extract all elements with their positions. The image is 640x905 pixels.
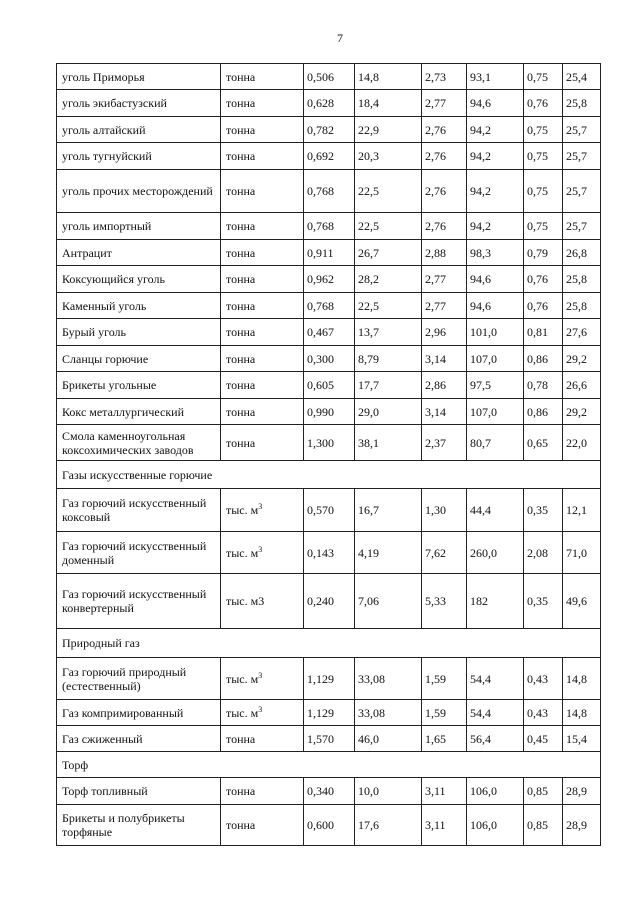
table-row (57, 726, 601, 752)
value-cell-v2: 28,2 (355, 266, 422, 293)
table-row (57, 399, 601, 425)
value-cell-v2: 16,7 (355, 489, 422, 532)
value-cell-v6: 25,7 (563, 143, 601, 170)
section-row (57, 461, 601, 489)
value-cell-v3: 1,30 (422, 489, 467, 532)
value-cell-v5: 0,43 (524, 700, 563, 726)
value-cell-v3: 2,77 (422, 90, 467, 117)
fuel-name-cell: Сланцы горючие (57, 346, 221, 372)
fuel-name-cell: Газ компримированный (57, 700, 221, 726)
value-cell-v5: 0,75 (524, 64, 563, 90)
value-cell-v4: 101,0 (467, 319, 524, 346)
value-cell-v4: 56,4 (467, 726, 524, 752)
table-row (57, 64, 601, 90)
fuel-name-cell: Кокс металлургический (57, 399, 221, 425)
value-cell-v4: 94,6 (467, 90, 524, 117)
unit-text: тонна (226, 149, 256, 163)
unit-text: тонна (226, 245, 256, 260)
unit-text: тонна (226, 378, 256, 392)
value-cell-v1: 0,768 (304, 213, 355, 240)
fuel-name-cell: Газ горючий искусственный доменный (57, 532, 221, 574)
unit-cell (221, 532, 304, 574)
value-cell-v3: 2,76 (422, 117, 467, 143)
value-cell-v1: 0,143 (304, 532, 355, 574)
value-cell-v4: 94,6 (467, 266, 524, 293)
value-cell-v5: 0,35 (524, 574, 563, 629)
unit-text: тонна (226, 818, 256, 832)
value-cell-v2: 46,0 (355, 726, 422, 752)
table-row (57, 117, 601, 143)
fuel-name-cell: уголь тугнуйский (57, 143, 221, 170)
value-cell-v2: 33,08 (355, 658, 422, 700)
fuel-name-cell: Брикеты угольные (57, 372, 221, 399)
unit-cell (221, 90, 304, 117)
table-row (57, 266, 601, 293)
unit-text: тыс. м (226, 503, 259, 517)
value-cell-v5: 0,65 (524, 425, 563, 461)
value-cell-v4: 54,4 (467, 700, 524, 726)
value-cell-v3: 2,76 (422, 143, 467, 170)
unit-superscript: 3 (258, 502, 263, 511)
value-cell-v5: 0,76 (524, 266, 563, 293)
value-cell-v6: 26,8 (563, 240, 601, 266)
unit-cell (221, 372, 304, 399)
value-cell-v5: 0,75 (524, 213, 563, 240)
table-row (57, 532, 601, 574)
table-row (57, 700, 601, 726)
unit-cell (221, 117, 304, 143)
value-cell-v2: 33,08 (355, 700, 422, 726)
value-cell-v4: 44,4 (467, 489, 524, 532)
fuel-name-cell: Газ горючий искусственный конвертерный (57, 574, 221, 629)
table-row (57, 293, 601, 319)
value-cell-v5: 0,75 (524, 117, 563, 143)
value-cell-v6: 22,0 (563, 425, 601, 461)
value-cell-v5: 0,79 (524, 240, 563, 266)
fuel-name-cell: уголь прочих месторождений (57, 170, 221, 213)
value-cell-v1: 0,467 (304, 319, 355, 346)
unit-cell (221, 778, 304, 805)
table-row (57, 372, 601, 399)
value-cell-v1: 0,782 (304, 117, 355, 143)
unit-cell (221, 319, 304, 346)
section-header: Природный газ (57, 629, 601, 658)
value-cell-v2: 17,6 (355, 805, 422, 846)
value-cell-v2: 10,0 (355, 778, 422, 805)
value-cell-v6: 27,6 (563, 319, 601, 346)
unit-text: тонна (226, 731, 256, 746)
value-cell-v3: 2,37 (422, 425, 467, 461)
value-cell-v1: 1,300 (304, 425, 355, 461)
value-cell-v5: 0,75 (524, 143, 563, 170)
fuel-coefficients-table (56, 63, 601, 846)
unit-text: тонна (226, 298, 256, 313)
fuel-name-cell: уголь Приморья (57, 64, 221, 90)
value-cell-v3: 2,77 (422, 266, 467, 293)
value-cell-v4: 107,0 (467, 399, 524, 425)
table-row (57, 425, 601, 461)
value-cell-v6: 28,9 (563, 778, 601, 805)
value-cell-v5: 0,86 (524, 399, 563, 425)
value-cell-v2: 22,5 (355, 170, 422, 213)
value-cell-v4: 54,4 (467, 658, 524, 700)
unit-cell (221, 574, 304, 629)
section-row (57, 752, 601, 778)
value-cell-v4: 94,6 (467, 293, 524, 319)
unit-text: тыс. м (226, 545, 259, 560)
unit-text: тыс. м (226, 705, 259, 720)
unit-cell (221, 658, 304, 700)
unit-cell (221, 346, 304, 372)
unit-cell (221, 399, 304, 425)
value-cell-v6: 28,9 (563, 805, 601, 846)
table-row (57, 240, 601, 266)
value-cell-v3: 7,62 (422, 532, 467, 574)
table-row (57, 346, 601, 372)
value-cell-v3: 5,33 (422, 574, 467, 629)
unit-cell (221, 64, 304, 90)
value-cell-v1: 0,300 (304, 346, 355, 372)
value-cell-v1: 0,962 (304, 266, 355, 293)
value-cell-v1: 0,911 (304, 240, 355, 266)
fuel-name-cell: уголь импортный (57, 213, 221, 240)
value-cell-v4: 98,3 (467, 240, 524, 266)
value-cell-v1: 1,129 (304, 700, 355, 726)
unit-cell (221, 266, 304, 293)
value-cell-v5: 0,76 (524, 90, 563, 117)
value-cell-v3: 2,96 (422, 319, 467, 346)
unit-text: тонна (226, 184, 256, 198)
table-row (57, 319, 601, 346)
unit-cell (221, 425, 304, 461)
value-cell-v3: 3,14 (422, 399, 467, 425)
table-row (57, 90, 601, 117)
value-cell-v4: 107,0 (467, 346, 524, 372)
value-cell-v2: 20,3 (355, 143, 422, 170)
fuel-name-cell: Антрацит (57, 240, 221, 266)
unit-cell (221, 805, 304, 846)
unit-superscript: 3 (258, 704, 263, 714)
section-header: Газы искусственные горючие (57, 461, 601, 489)
value-cell-v5: 0,85 (524, 805, 563, 846)
value-cell-v2: 18,4 (355, 90, 422, 117)
page-number: 7 (337, 31, 343, 45)
value-cell-v3: 2,77 (422, 293, 467, 319)
unit-text: тыс. м3 (226, 594, 265, 608)
value-cell-v4: 94,2 (467, 213, 524, 240)
value-cell-v6: 29,2 (563, 399, 601, 425)
fuel-name-cell: Коксующийся уголь (57, 266, 221, 293)
table-row (57, 170, 601, 213)
value-cell-v1: 0,506 (304, 64, 355, 90)
value-cell-v5: 0,86 (524, 346, 563, 372)
unit-text: тонна (226, 784, 256, 798)
value-cell-v6: 25,8 (563, 293, 601, 319)
value-cell-v2: 14,8 (355, 64, 422, 90)
value-cell-v6: 25,4 (563, 64, 601, 90)
unit-text: тыс. м (226, 671, 259, 686)
value-cell-v5: 2,08 (524, 532, 563, 574)
value-cell-v3: 3,14 (422, 346, 467, 372)
value-cell-v1: 0,628 (304, 90, 355, 117)
fuel-name-cell: Газ горючий природный (естественный) (57, 658, 221, 700)
unit-cell (221, 700, 304, 726)
value-cell-v1: 1,129 (304, 658, 355, 700)
unit-cell (221, 170, 304, 213)
value-cell-v6: 25,8 (563, 266, 601, 293)
value-cell-v2: 4,19 (355, 532, 422, 574)
section-row (57, 629, 601, 658)
value-cell-v2: 26,7 (355, 240, 422, 266)
value-cell-v4: 94,2 (467, 170, 524, 213)
value-cell-v3: 1,59 (422, 658, 467, 700)
unit-cell (221, 726, 304, 752)
value-cell-v3: 2,86 (422, 372, 467, 399)
value-cell-v6: 71,0 (563, 532, 601, 574)
fuel-name-cell: Бурый уголь (57, 319, 221, 346)
table-row (57, 143, 601, 170)
table-row (57, 778, 601, 805)
value-cell-v2: 22,5 (355, 213, 422, 240)
value-cell-v3: 2,73 (422, 64, 467, 90)
value-cell-v4: 80,7 (467, 425, 524, 461)
value-cell-v4: 260,0 (467, 532, 524, 574)
table-row (57, 489, 601, 532)
unit-text: тонна (226, 325, 256, 339)
value-cell-v6: 25,8 (563, 90, 601, 117)
value-cell-v5: 0,75 (524, 170, 563, 213)
value-cell-v4: 94,2 (467, 143, 524, 170)
value-cell-v6: 14,8 (563, 700, 601, 726)
value-cell-v1: 0,990 (304, 399, 355, 425)
value-cell-v5: 0,85 (524, 778, 563, 805)
unit-cell (221, 213, 304, 240)
value-cell-v6: 25,7 (563, 213, 601, 240)
value-cell-v6: 15,4 (563, 726, 601, 752)
value-cell-v2: 29,0 (355, 399, 422, 425)
value-cell-v3: 3,11 (422, 778, 467, 805)
table-row (57, 658, 601, 700)
value-cell-v3: 2,76 (422, 213, 467, 240)
value-cell-v5: 0,78 (524, 372, 563, 399)
unit-cell (221, 293, 304, 319)
value-cell-v4: 93,1 (467, 64, 524, 90)
unit-superscript: 3 (258, 670, 263, 680)
value-cell-v3: 2,76 (422, 170, 467, 213)
fuel-name-cell: уголь экибастузский (57, 90, 221, 117)
value-cell-v6: 29,2 (563, 346, 601, 372)
value-cell-v2: 13,7 (355, 319, 422, 346)
value-cell-v6: 49,6 (563, 574, 601, 629)
unit-text: тонна (226, 351, 256, 366)
value-cell-v6: 12,1 (563, 489, 601, 532)
value-cell-v1: 0,240 (304, 574, 355, 629)
unit-superscript: 3 (258, 544, 263, 554)
value-cell-v6: 14,8 (563, 658, 601, 700)
value-cell-v5: 0,43 (524, 658, 563, 700)
value-cell-v4: 94,2 (467, 117, 524, 143)
value-cell-v5: 0,76 (524, 293, 563, 319)
value-cell-v4: 106,0 (467, 778, 524, 805)
value-cell-v4: 106,0 (467, 805, 524, 846)
value-cell-v1: 0,600 (304, 805, 355, 846)
value-cell-v6: 25,7 (563, 170, 601, 213)
value-cell-v2: 38,1 (355, 425, 422, 461)
fuel-name-cell: Брикеты и полубрикеты торфяные (57, 805, 221, 846)
value-cell-v5: 0,35 (524, 489, 563, 532)
value-cell-v6: 25,7 (563, 117, 601, 143)
unit-cell (221, 240, 304, 266)
fuel-name-cell: Каменный уголь (57, 293, 221, 319)
value-cell-v1: 1,570 (304, 726, 355, 752)
value-cell-v1: 0,692 (304, 143, 355, 170)
value-cell-v5: 0,45 (524, 726, 563, 752)
unit-text: тонна (226, 219, 256, 233)
value-cell-v2: 22,5 (355, 293, 422, 319)
fuel-name-cell: Смола каменноугольная коксохимических заводов (57, 425, 221, 461)
value-cell-v1: 0,605 (304, 372, 355, 399)
section-header: Торф (57, 752, 601, 778)
unit-cell (221, 489, 304, 532)
value-cell-v3: 2,88 (422, 240, 467, 266)
table-row (57, 805, 601, 846)
value-cell-v4: 182 (467, 574, 524, 629)
fuel-name-cell: Газ сжиженный (57, 726, 221, 752)
unit-text: тонна (226, 69, 256, 84)
value-cell-v3: 1,59 (422, 700, 467, 726)
fuel-name-cell: уголь алтайский (57, 117, 221, 143)
value-cell-v2: 8,79 (355, 346, 422, 372)
unit-text: тонна (226, 122, 256, 137)
value-cell-v3: 3,11 (422, 805, 467, 846)
unit-text: тонна (226, 272, 256, 286)
value-cell-v2: 17,7 (355, 372, 422, 399)
value-cell-v1: 0,768 (304, 293, 355, 319)
value-cell-v5: 0,81 (524, 319, 563, 346)
unit-text: тонна (226, 404, 256, 419)
fuel-name-cell: Торф топливный (57, 778, 221, 805)
unit-text: тонна (226, 96, 256, 110)
unit-cell (221, 143, 304, 170)
value-cell-v3: 1,65 (422, 726, 467, 752)
fuel-name-cell: Газ горючий искусственный коксовый (57, 489, 221, 532)
value-cell-v1: 0,570 (304, 489, 355, 532)
value-cell-v1: 0,340 (304, 778, 355, 805)
table-row (57, 213, 601, 240)
value-cell-v2: 7,06 (355, 574, 422, 629)
value-cell-v1: 0,768 (304, 170, 355, 213)
value-cell-v4: 97,5 (467, 372, 524, 399)
value-cell-v6: 26,6 (563, 372, 601, 399)
unit-text: тонна (226, 435, 256, 450)
value-cell-v2: 22,9 (355, 117, 422, 143)
table-row (57, 574, 601, 629)
